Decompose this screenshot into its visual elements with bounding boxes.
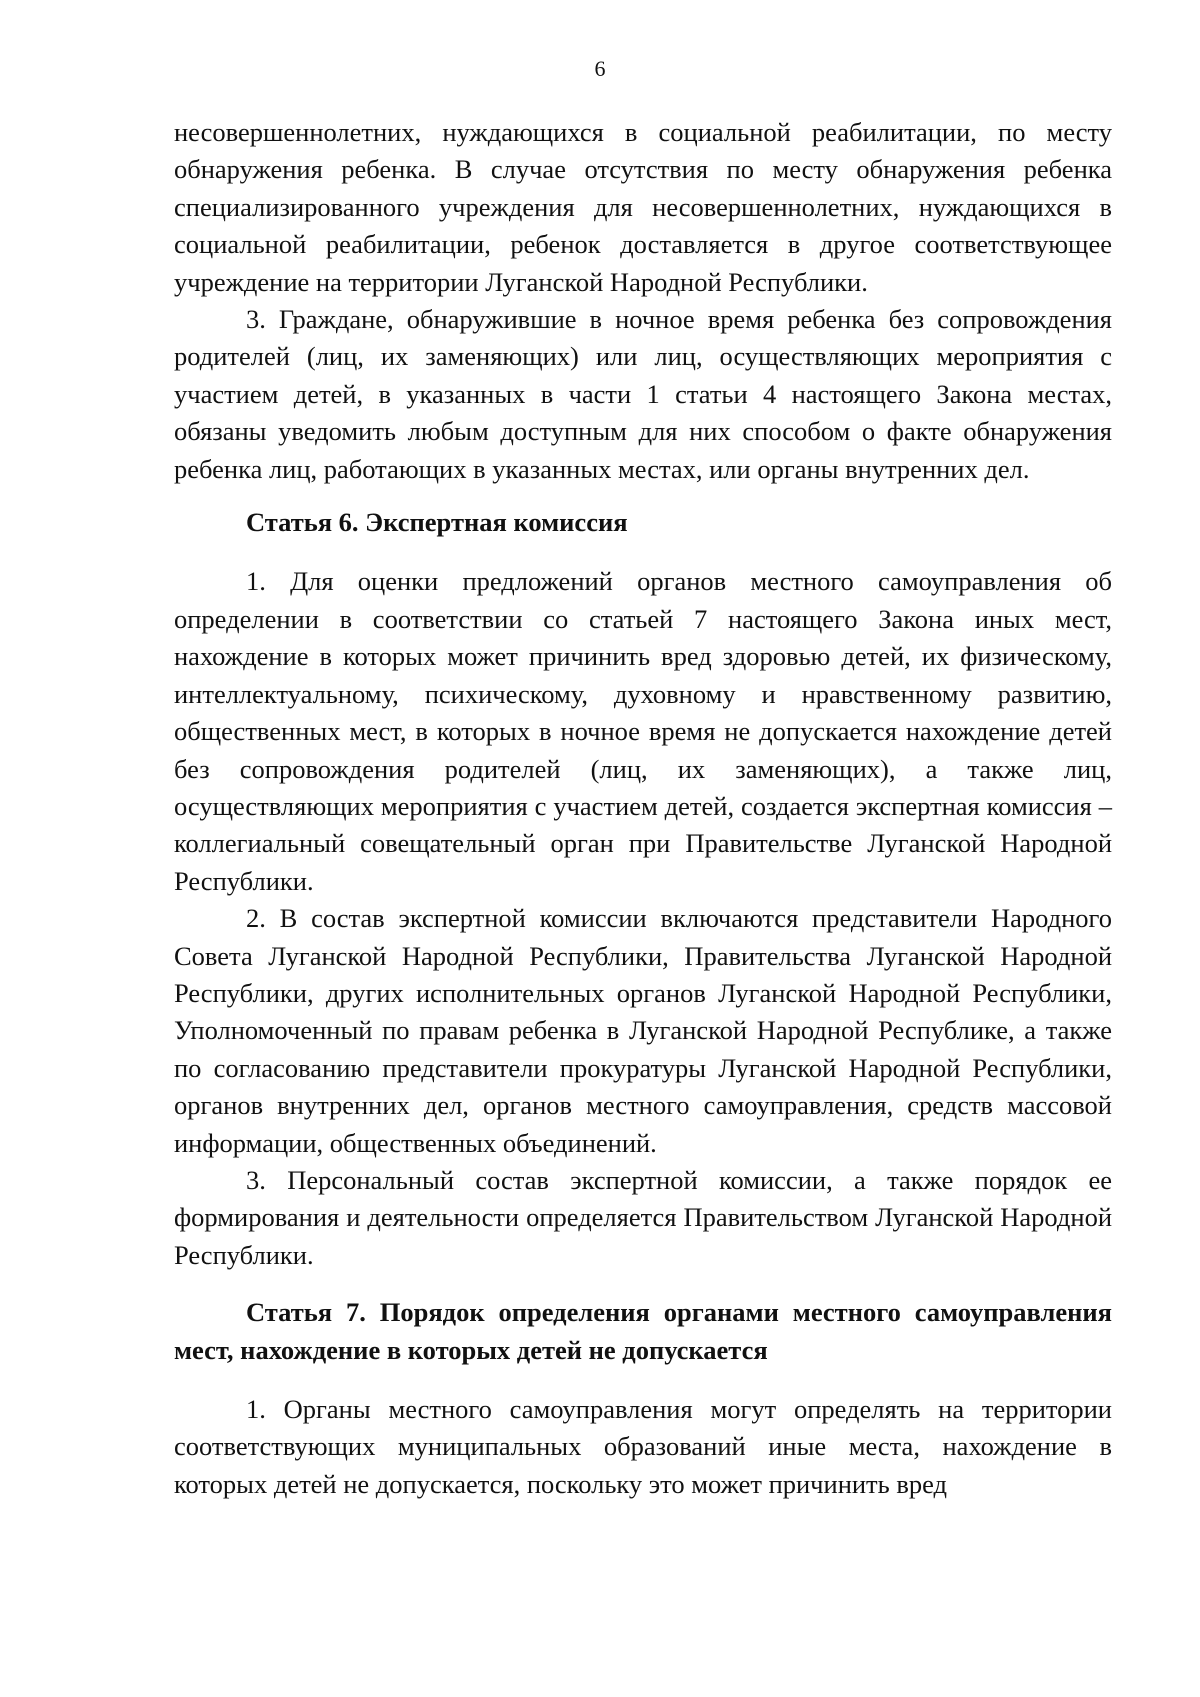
- paragraph-article6-part1: 1. Для оценки предложений органов местного самоуправления об определении в соответствии со статьей 7 настоящего Закона иных мест, нахождение в которых может причинить вред здоровью детей, их физическому, интеллектуальному, психическому, духовному и нравственному развитию, общественных мест, в которых в ночное время не допускается нахождение детей без сопровождения родителей (лиц, их заменяющих), а также лиц, осуществляющих мероприятия с участием детей, создается экспертная комиссия – коллегиальный совещательный орган при Правительстве Луганской Народной Республики.: [174, 566, 1112, 896]
- paragraph-article7-part1: 1. Органы местного самоуправления могут определять на территории соответствующих муниципальных образований иные места, нахождение в которых детей не допускается, поскольку это может причинить вред: [174, 1394, 1112, 1499]
- paragraph-article6-part2: 2. В состав экспертной комиссии включаются представители Народного Совета Луганской Народной Республики, Правительства Луганской Народной Республики, других исполнительных органов Луганской Народной Республики, Уполномоченный по правам ребенка в Луганской Народной Республике, а также по согласованию представители прокуратуры Луганской Народной Республики, органов внутренних дел, органов местного самоуправления, средств массовой информации, общественных объединений.: [174, 903, 1112, 1158]
- article7-heading: Статья 7. Порядок определения органами местного самоуправления мест, нахождение в которых детей не допускается: [174, 1297, 1112, 1365]
- article6-heading: Статья 6. Экспертная комиссия: [246, 507, 628, 538]
- paragraph-article5-part3: 3. Граждане, обнаружившие в ночное время ребенка без сопровождения родителей (лиц, их заменяющих) или лиц, осуществляющих мероприятия с участием детей, в указанных в части 1 статьи 4 настоящего Закона местах, обязаны уведомить любым доступным для них способом о факте обнаружения ребенка лиц, работающих в указанных местах, или органы внутренних дел.: [174, 304, 1112, 484]
- paragraph-article6-part3: 3. Персональный состав экспертной комиссии, а также порядок ее формирования и деятельности определяется Правительством Луганской Народной Республики.: [174, 1164, 1112, 1270]
- paragraph-continuation: несовершеннолетних, нуждающихся в социальной реабилитации, по месту обнаружения ребенка. В случае отсутствия по месту обнаружения ребенка специализированного учреждения для несовершеннолетних, нуждающихся в социальной реабилитации, ребенок доставляется в другое соответствующее учреждение на территории Луганской Народной Республики.: [174, 117, 1112, 297]
- page-number: 6: [594, 56, 606, 81]
- document-body: [174, 114, 1112, 1503]
